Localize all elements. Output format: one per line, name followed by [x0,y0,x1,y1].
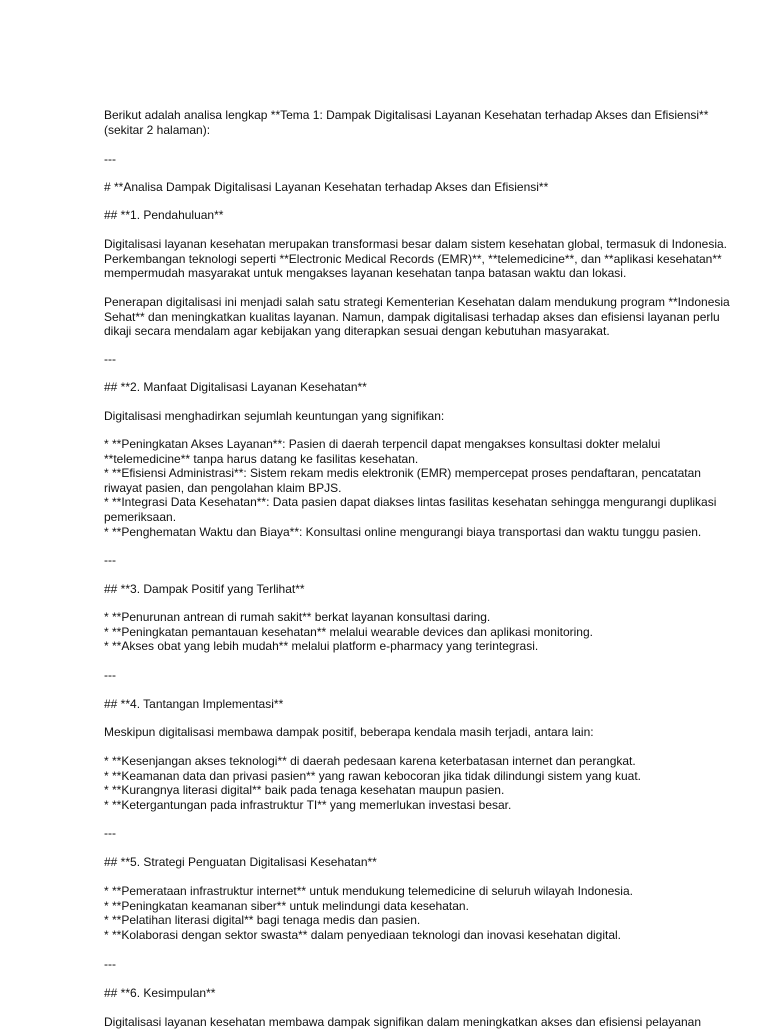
section-heading: ## **4. Tantangan Implementasi** [104,697,284,711]
section-heading: ## **1. Pendahuluan** [104,208,224,222]
paragraph [104,409,444,424]
list-item: * **Penghematan Waktu dan Biaya**: Konsultasi online mengurangi biaya transportasi dan waktu tunggu pasien. [104,524,702,539]
list-item: * **Peningkatan pemantauan kesehatan** melalui wearable devices dan aplikasi monitoring. [104,624,593,639]
list-item: pemeriksaan. [104,509,177,524]
paragraph [104,725,594,740]
text-line: mempermudah masyarakat untuk mengakses layanan kesehatan tanpa batasan waktu dan lokasi. [104,266,627,281]
list-item: **telemedicine** tanpa harus datang ke fasilitas kesehatan. [104,451,419,466]
bullet-list [104,884,633,942]
text-line: Digitalisasi menghadirkan sejumlah keuntungan yang signifikan: [104,409,445,423]
list-item: * **Kesenjangan akses teknologi** di daerah pedesaan karena keterbatasan internet dan perangkat. [104,754,636,768]
document-page [104,0,764,1029]
list-item: * **Kolaborasi dengan sektor swasta** dalam penyediaan teknologi dan inovasi kesehatan digital. [104,927,622,942]
section-heading: ## **5. Strategi Penguatan Digitalisasi Kesehatan** [104,855,377,869]
list-item: * **Ketergantungan pada infrastruktur TI** yang memerlukan investasi besar. [104,797,512,812]
list-item: * **Akses obat yang lebih mudah** melalui platform e-pharmacy yang terintegrasi. [104,639,539,654]
list-item: * **Integrasi Data Kesehatan**: Data pasien dapat diakses lintas fasilitas kesehatan sehingga mengurangi duplikasi [104,495,717,510]
paragraph [104,295,730,339]
section-heading: ## **6. Kesimpulan** [104,986,216,1000]
separator: --- [104,152,116,166]
text-line: Meskipun digitalisasi membawa dampak positif, beberapa kendala masih terjadi, antara lain: [104,725,594,739]
text-line: Digitalisasi layanan kesehatan membawa dampak signifikan dalam meningkatkan akses dan efisiensi pelayanan [104,1015,702,1029]
list-item: * **Pelatihan literasi digital** bagi tenaga medis dan pasien. [104,913,421,928]
section-heading: ## **2. Manfaat Digitalisasi Layanan Kesehatan** [104,380,367,394]
text-line: Digitalisasi layanan kesehatan merupakan transformasi besar dalam sistem kesehatan global, termasuk di Indonesia. [104,237,727,251]
list-item: * **Pemerataan infrastruktur internet** untuk mendukung telemedicine di seluruh wilayah Indonesia. [104,884,633,898]
list-item: riwayat pasien, dan pengolahan klaim BPJS. [104,480,342,495]
bullet-list [104,754,641,812]
document-title: # **Analisa Dampak Digitalisasi Layanan Kesehatan terhadap Akses dan Efisiensi** [104,180,549,194]
text-line: Berikut adalah analisa lengkap **Tema 1: Dampak Digitalisasi Layanan Kesehatan terhadap Akses dan Efisiensi** [104,108,709,122]
bullet-list [104,437,716,539]
list-item: * **Keamanan data dan privasi pasien** yang rawan kebocoran jika tidak dilindungi sistem yang kuat. [104,768,641,783]
list-item: * **Efisiensi Administrasi**: Sistem rekam medis elektronik (EMR) mempercepat proses pendaftaran, pencatatan [104,466,701,481]
text-line: dikaji secara mendalam agar kebijakan yang diterapkan sesuai dengan kebutuhan masyarakat. [104,324,610,339]
list-item: * **Kurangnya literasi digital** baik pada tenaga kesehatan maupun pasien. [104,783,505,798]
separator: --- [104,553,116,567]
list-item: * **Peningkatan Akses Layanan**: Pasien di daerah terpencil dapat mengakses konsultasi dokter melalui [104,437,661,451]
paragraph [104,1015,701,1030]
list-item: * **Peningkatan keamanan siber** untuk melindungi data kesehatan. [104,898,469,913]
text-line: Sehat** dan meningkatkan kualitas layanan. Namun, dampak digitalisasi terhadap akses dan efisiensi layanan perlu [104,309,720,324]
separator: --- [104,957,116,971]
text-line: Penerapan digitalisasi ini menjadi salah satu strategi Kementerian Kesehatan dalam mendukung program **Indonesia [104,295,730,309]
text-line: (sekitar 2 halaman): [104,122,211,137]
list-item: * **Penurunan antrean di rumah sakit** berkat layanan konsultasi daring. [104,610,491,624]
separator: --- [104,826,116,840]
intro-paragraph [104,108,708,137]
paragraph [104,237,727,281]
bullet-list [104,610,593,654]
section-heading: ## **3. Dampak Positif yang Terlihat** [104,582,305,596]
text-line: Perkembangan teknologi seperti **Electronic Medical Records (EMR)**, **telemedicine**, dan **aplikasi kesehatan** [104,251,722,266]
separator: --- [104,352,116,366]
separator: --- [104,668,116,682]
